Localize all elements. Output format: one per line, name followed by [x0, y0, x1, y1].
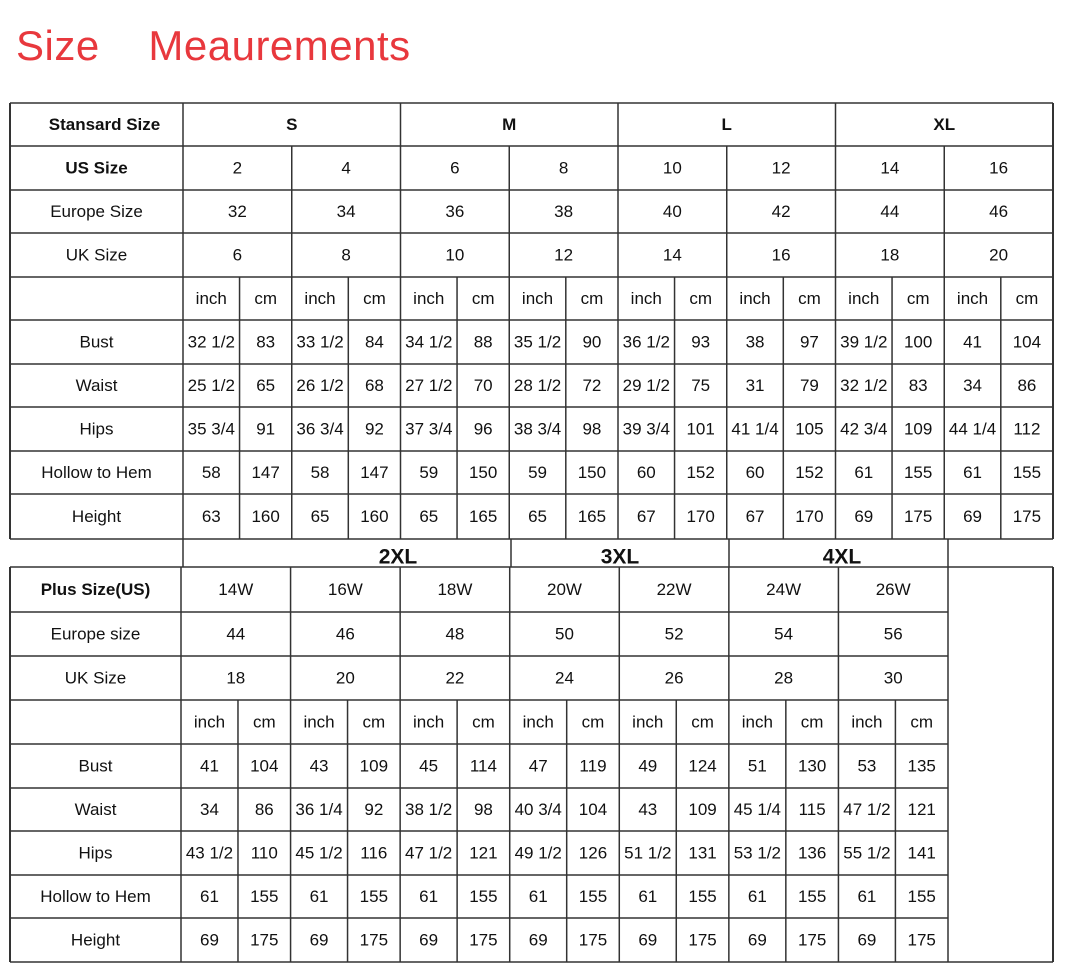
measurement-inch-value: 25 1/2	[187, 376, 235, 395]
measurement-inch-value: 36 1/2	[622, 332, 670, 352]
measurement-inch-value: 41 1/4	[731, 419, 779, 439]
page-title: Size Meaurements	[16, 22, 411, 69]
measurement-inch-value: 65	[310, 507, 330, 526]
plus-measurement-cm-value: 136	[797, 843, 827, 863]
plus-measurement-inch-value: 47	[528, 756, 548, 776]
measurement-inch-value: 35 3/4	[187, 419, 235, 439]
measurement-inch-value: 61	[854, 463, 874, 482]
plus-europe-size-value: 54	[774, 624, 794, 644]
measurement-cm-value: 152	[795, 463, 824, 482]
measurement-cm-value: 79	[799, 376, 819, 395]
plus-measurement-inch-value: 40 3/4	[514, 800, 562, 819]
plus-measurement-inch-value: 51	[747, 756, 767, 776]
measurement-cm-value: 160	[360, 507, 389, 526]
uk-size-value: 6	[232, 245, 243, 265]
plus-uk-size-value: 18	[226, 668, 246, 688]
plus-measurement-inch-value: 47 1/2	[404, 843, 453, 863]
plus-measurement-cm-value: 86	[254, 800, 274, 819]
uk-size-value: 16	[771, 245, 791, 265]
measurement-cm-value: 90	[582, 332, 602, 352]
plus-measurement-cm-value: 119	[579, 756, 607, 776]
measurement-cm-value: 150	[577, 463, 607, 482]
plus-measurement-cm-value: 155	[578, 887, 608, 906]
plus-europe-size-value: 44	[226, 624, 246, 644]
uk-size-value: 20	[989, 245, 1009, 265]
plus-measurement-cm-value: 92	[364, 800, 384, 819]
plus-measurement-inch-value: 53 1/2	[733, 843, 781, 863]
plus-measurement-cm-value: 104	[578, 800, 608, 819]
plus-uk-size-value: 28	[774, 668, 794, 688]
plus-measurement-inch-value: 51 1/2	[624, 843, 672, 863]
plus-measurement-cm-value: 104	[250, 756, 279, 776]
plus-measurement-label: Bust	[78, 756, 113, 776]
plus-size-group-label: 2XL	[378, 545, 418, 569]
plus-measurement-cm-value: 130	[797, 756, 827, 776]
us-size-value: 14	[880, 158, 900, 178]
measurement-cm-value: 83	[256, 332, 276, 352]
measurement-inch-value: 59	[528, 463, 547, 482]
plus-us-size-value: 22W	[656, 580, 692, 599]
plus-unit-cm-label: cm	[472, 712, 495, 732]
measurement-cm-value: 83	[908, 376, 928, 395]
uk-size-value: 12	[554, 245, 574, 265]
measurement-inch-value: 34	[963, 376, 982, 395]
plus-measurement-inch-value: 69	[200, 930, 219, 950]
size-group-label: S	[286, 115, 298, 134]
plus-measurement-label: Hips	[78, 843, 113, 863]
europe-size-value: 34	[336, 202, 356, 221]
europe-size-value: 40	[662, 202, 682, 221]
plus-measurement-label: Waist	[74, 800, 117, 819]
unit-inch-label: inch	[413, 289, 445, 308]
uk-size-value: 14	[662, 245, 682, 265]
plus-measurement-inch-value: 45 1/4	[733, 800, 781, 819]
plus-europe-size-value: 46	[335, 624, 355, 644]
plus-europe-size-value: 48	[445, 624, 465, 644]
measurement-label: Height	[71, 507, 122, 526]
plus-measurement-inch-value: 61	[747, 887, 767, 906]
plus-unit-inch-label: inch	[851, 712, 883, 732]
measurement-inch-value: 39 3/4	[622, 419, 670, 439]
plus-uk-size-value: 30	[883, 668, 903, 688]
measurement-cm-value: 147	[251, 463, 280, 482]
plus-measurement-cm-value: 155	[907, 887, 936, 906]
plus-uk-size-value: 20	[335, 668, 355, 688]
unit-cm-label: cm	[906, 289, 930, 308]
plus-measurement-inch-value: 61	[419, 887, 439, 906]
unit-cm-label: cm	[798, 289, 821, 308]
measurement-cm-value: 68	[364, 376, 384, 395]
measurement-label: Hips	[79, 419, 114, 439]
size-group-label: M	[502, 115, 517, 134]
uk-size-value: 18	[880, 245, 900, 265]
plus-measurement-cm-value: 135	[907, 756, 936, 776]
measurement-inch-value: 65	[528, 507, 547, 526]
plus-unit-cm-label: cm	[800, 712, 824, 732]
measurement-inch-value: 69	[854, 507, 874, 526]
plus-measurement-inch-value: 43	[638, 800, 658, 819]
plus-measurement-inch-value: 53	[857, 756, 877, 776]
measurement-cm-value: 98	[582, 419, 602, 439]
plus-measurement-inch-value: 45 1/2	[295, 843, 343, 863]
plus-uk-size-label: UK Size	[64, 668, 127, 688]
measurement-cm-value: 70	[473, 376, 493, 395]
plus-us-size-value: 26W	[875, 580, 911, 599]
plus-unit-inch-label: inch	[413, 712, 445, 732]
plus-unit-cm-label: cm	[252, 712, 276, 732]
plus-measurement-inch-value: 69	[857, 930, 877, 950]
plus-size-label: Plus Size(US)	[40, 580, 151, 599]
measurement-inch-value: 59	[419, 463, 439, 482]
plus-europe-size-value: 52	[664, 624, 684, 644]
plus-measurement-label: Height	[70, 930, 121, 950]
plus-measurement-cm-value: 131	[688, 843, 717, 863]
measurement-cm-value: 75	[691, 376, 711, 395]
plus-uk-size-value: 24	[555, 668, 574, 688]
measurement-inch-value: 28 1/2	[513, 376, 562, 395]
us-size-value: 4	[341, 158, 351, 178]
plus-measurement-inch-value: 34	[200, 800, 219, 819]
plus-measurement-cm-value: 116	[360, 843, 388, 863]
plus-measurement-inch-value: 69	[528, 930, 548, 950]
measurement-cm-value: 112	[1013, 419, 1041, 439]
unit-inch-label: inch	[739, 289, 771, 308]
unit-inch-label: inch	[304, 289, 336, 308]
unit-cm-label: cm	[580, 289, 604, 308]
measurement-inch-value: 65	[419, 507, 439, 526]
measurement-cm-value: 160	[251, 507, 280, 526]
plus-unit-inch-label: inch	[522, 712, 554, 732]
plus-measurement-inch-value: 36 1/4	[295, 800, 343, 819]
unit-cm-label: cm	[363, 289, 386, 308]
plus-us-size-value: 18W	[437, 580, 473, 599]
measurement-cm-value: 97	[799, 332, 819, 352]
plus-europe-size-value: 56	[883, 624, 903, 644]
plus-measurement-cm-value: 115	[798, 800, 826, 819]
measurement-cm-value: 150	[468, 463, 498, 482]
plus-measurement-inch-value: 49	[638, 756, 658, 776]
plus-measurement-cm-value: 121	[469, 843, 498, 863]
measurement-inch-value: 32 1/2	[187, 332, 235, 352]
plus-unit-inch-label: inch	[303, 712, 335, 732]
plus-us-size-value: 14W	[218, 580, 254, 599]
plus-measurement-inch-value: 61	[309, 887, 329, 906]
europe-size-value: 44	[880, 202, 900, 221]
plus-measurement-inch-value: 69	[638, 930, 658, 950]
europe-size-label: Europe Size	[50, 202, 143, 221]
measurement-cm-value: 165	[577, 507, 607, 526]
plus-measurement-cm-value: 114	[469, 756, 497, 776]
measurement-inch-value: 32 1/2	[840, 376, 888, 395]
plus-size-group-label: 4XL	[822, 545, 862, 569]
plus-measurement-cm-value: 155	[250, 887, 279, 906]
unit-inch-label: inch	[195, 289, 227, 308]
us-size-label: US Size	[65, 158, 128, 178]
measurement-inch-value: 34 1/2	[405, 332, 453, 352]
plus-measurement-inch-value: 49 1/2	[514, 843, 562, 863]
plus-measurement-cm-value: 109	[688, 800, 717, 819]
measurement-label: Waist	[75, 376, 118, 395]
plus-unit-cm-label: cm	[362, 712, 386, 732]
plus-size-group-label: 3XL	[600, 545, 640, 569]
measurement-inch-value: 67	[745, 507, 765, 526]
measurement-inch-value: 44 1/4	[948, 419, 997, 439]
measurement-cm-value: 175	[903, 507, 933, 526]
measurement-inch-value: 41	[963, 332, 982, 352]
us-size-value: 6	[450, 158, 460, 178]
measurement-inch-value: 63	[201, 507, 221, 526]
plus-measurement-cm-value: 121	[907, 800, 936, 819]
plus-measurement-cm-value: 155	[469, 887, 498, 906]
plus-measurement-inch-value: 61	[200, 887, 219, 906]
measurement-inch-value: 61	[963, 463, 982, 482]
europe-size-value: 32	[227, 202, 247, 221]
measurement-inch-value: 60	[745, 463, 765, 482]
plus-unit-inch-label: inch	[632, 712, 664, 732]
plus-measurement-inch-value: 61	[528, 887, 548, 906]
plus-measurement-inch-value: 69	[309, 930, 329, 950]
uk-size-label: UK Size	[65, 245, 128, 265]
plus-europe-size-label: Europe size	[50, 624, 141, 644]
plus-measurement-cm-value: 98	[473, 800, 493, 819]
unit-cm-label: cm	[689, 289, 712, 308]
us-size-value: 8	[558, 158, 569, 178]
plus-measurement-cm-value: 109	[359, 756, 389, 776]
plus-us-size-value: 24W	[766, 580, 802, 599]
plus-unit-inch-label: inch	[741, 712, 773, 732]
unit-inch-label: inch	[630, 289, 662, 308]
standard-size-label: Stansard Size	[48, 115, 161, 134]
measurement-cm-value: 170	[686, 507, 715, 526]
measurement-inch-value: 38 3/4	[513, 419, 562, 439]
measurement-inch-value: 60	[636, 463, 656, 482]
us-size-value: 12	[771, 158, 791, 178]
measurement-cm-value: 147	[360, 463, 389, 482]
measurement-inch-value: 58	[201, 463, 221, 482]
measurement-cm-value: 175	[1012, 507, 1042, 526]
plus-measurement-cm-value: 124	[688, 756, 717, 776]
plus-measurement-inch-value: 45	[419, 756, 439, 776]
plus-us-size-value: 20W	[547, 580, 582, 599]
plus-measurement-cm-value: 175	[688, 930, 717, 950]
measurement-inch-value: 37 3/4	[405, 419, 453, 439]
plus-measurement-inch-value: 55 1/2	[843, 843, 891, 863]
europe-size-value: 46	[989, 202, 1009, 221]
measurement-cm-value: 155	[903, 463, 933, 482]
measurement-label: Hollow to Hem	[41, 463, 152, 482]
plus-measurement-cm-value: 175	[359, 930, 389, 950]
us-size-value: 2	[232, 158, 243, 178]
plus-measurement-cm-value: 155	[797, 887, 827, 906]
size-group-label: L	[721, 115, 732, 134]
measurement-cm-value: 96	[473, 419, 493, 439]
measurement-cm-value: 170	[795, 507, 824, 526]
unit-cm-label: cm	[1015, 289, 1039, 308]
plus-unit-cm-label: cm	[581, 712, 605, 732]
unit-inch-label: inch	[848, 289, 880, 308]
measurement-cm-value: 109	[903, 419, 933, 439]
plus-measurement-inch-value: 47 1/2	[843, 800, 891, 819]
measurement-inch-value: 39 1/2	[840, 332, 888, 352]
measurement-cm-value: 93	[691, 332, 711, 352]
europe-size-value: 36	[445, 202, 465, 221]
uk-size-value: 8	[341, 245, 351, 265]
europe-size-value: 42	[771, 202, 791, 221]
plus-measurement-cm-value: 175	[797, 930, 827, 950]
plus-measurement-cm-value: 175	[250, 930, 279, 950]
uk-size-value: 10	[445, 245, 465, 265]
plus-measurement-label: Hollow to Hem	[40, 887, 151, 906]
measurement-cm-value: 155	[1012, 463, 1042, 482]
measurement-inch-value: 36 3/4	[296, 419, 344, 439]
plus-measurement-inch-value: 43 1/2	[185, 843, 234, 863]
measurement-label: Bust	[79, 332, 114, 352]
measurement-inch-value: 38	[745, 332, 765, 352]
plus-measurement-inch-value: 69	[419, 930, 439, 950]
plus-measurement-cm-value: 126	[578, 843, 608, 863]
plus-uk-size-value: 26	[664, 668, 684, 688]
plus-us-size-value: 16W	[327, 580, 363, 599]
plus-measurement-cm-value: 175	[469, 930, 498, 950]
measurement-cm-value: 72	[582, 376, 602, 395]
measurement-cm-value: 65	[256, 376, 276, 395]
plus-measurement-inch-value: 61	[638, 887, 658, 906]
measurement-inch-value: 69	[963, 507, 982, 526]
plus-unit-cm-label: cm	[691, 712, 714, 732]
plus-measurement-inch-value: 69	[747, 930, 767, 950]
measurement-cm-value: 92	[364, 419, 384, 439]
measurement-cm-value: 100	[903, 332, 933, 352]
measurement-inch-value: 35 1/2	[513, 332, 562, 352]
plus-measurement-cm-value: 141	[907, 843, 936, 863]
plus-measurement-inch-value: 61	[857, 887, 877, 906]
unit-cm-label: cm	[254, 289, 277, 308]
plus-measurement-cm-value: 175	[907, 930, 936, 950]
plus-measurement-inch-value: 43	[309, 756, 329, 776]
plus-measurement-cm-value: 110	[250, 843, 278, 863]
measurement-cm-value: 88	[473, 332, 493, 352]
plus-unit-inch-label: inch	[193, 712, 226, 732]
measurement-inch-value: 33 1/2	[296, 332, 344, 352]
measurement-inch-value: 58	[310, 463, 330, 482]
measurement-inch-value: 67	[636, 507, 656, 526]
measurement-inch-value: 42 3/4	[840, 419, 888, 439]
us-size-value: 10	[662, 158, 682, 178]
measurement-inch-value: 29 1/2	[622, 376, 670, 395]
plus-measurement-inch-value: 41	[200, 756, 219, 776]
measurement-cm-value: 165	[468, 507, 498, 526]
unit-inch-label: inch	[956, 289, 989, 308]
measurement-cm-value: 86	[1017, 376, 1037, 395]
unit-cm-label: cm	[471, 289, 495, 308]
plus-uk-size-value: 22	[445, 668, 465, 688]
plus-europe-size-value: 50	[555, 624, 574, 644]
measurement-cm-value: 105	[795, 419, 824, 439]
europe-size-value: 38	[554, 202, 574, 221]
unit-inch-label: inch	[521, 289, 554, 308]
plus-measurement-cm-value: 155	[359, 887, 389, 906]
measurement-cm-value: 101	[686, 419, 715, 439]
measurement-inch-value: 31	[745, 376, 765, 395]
us-size-value: 16	[989, 158, 1009, 178]
plus-unit-cm-label: cm	[910, 712, 934, 732]
measurement-cm-value: 91	[256, 419, 276, 439]
measurement-inch-value: 26 1/2	[296, 376, 344, 395]
measurement-inch-value: 27 1/2	[405, 376, 453, 395]
measurement-cm-value: 84	[364, 332, 384, 352]
plus-measurement-cm-value: 155	[688, 887, 717, 906]
measurement-cm-value: 152	[686, 463, 715, 482]
plus-measurement-cm-value: 175	[578, 930, 608, 950]
size-group-label: XL	[933, 115, 956, 134]
plus-measurement-inch-value: 38 1/2	[404, 800, 453, 819]
measurement-cm-value: 104	[1012, 332, 1042, 352]
